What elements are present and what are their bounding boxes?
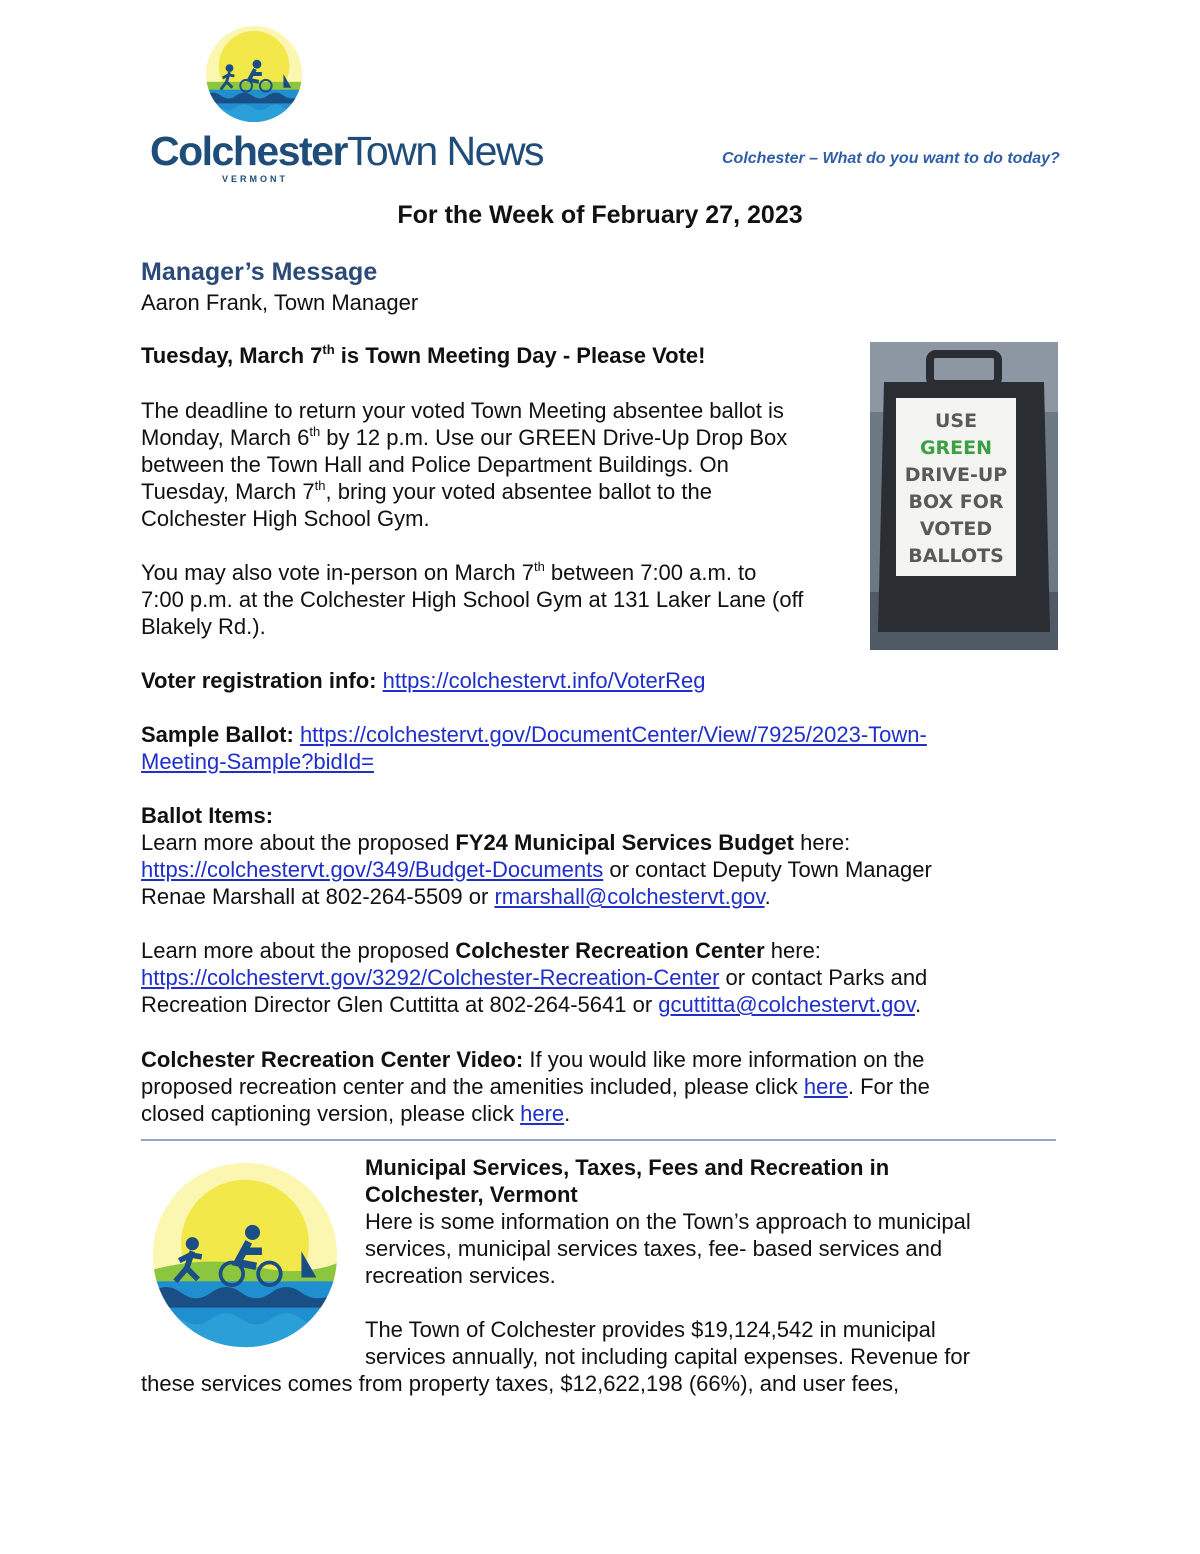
text: Recreation Director Glen Cuttitta at 802-264-5641 or	[141, 992, 659, 1017]
masthead-light: Town News	[346, 128, 544, 174]
text: or contact Deputy Town Manager	[603, 857, 932, 882]
paragraph-line	[141, 1100, 570, 1127]
text: here:	[764, 938, 821, 963]
rmarshall-email-link[interactable]: rmarshall@colchestervt.gov	[494, 884, 765, 909]
manager-byline: Aaron Frank, Town Manager	[141, 290, 419, 315]
municipal-heading: Municipal Services, Taxes, Fees and Recreation in	[365, 1155, 890, 1180]
recreation-center-link[interactable]: https://colchestervt.gov/3292/Colchester-Recreation-Center	[141, 965, 720, 990]
sign-line: DRIVE-UP	[904, 464, 1008, 486]
text: Renae Marshall at 802-264-5509 or	[141, 884, 495, 909]
town-logo-large	[151, 1160, 339, 1350]
paragraph-line	[141, 964, 927, 991]
section-divider	[141, 1139, 1056, 1141]
text: If you would like more information on the	[523, 1047, 925, 1072]
managers-message-heading: Manager’s Message	[141, 258, 378, 286]
text: closed captioning version, please click	[141, 1101, 521, 1126]
paragraph-line: between the Town Hall and Police Department Buildings. On	[141, 452, 729, 477]
paragraph-line: Colchester High School Gym.	[141, 506, 430, 531]
text: . For the	[847, 1074, 930, 1099]
sample-ballot-label: Sample Ballot:	[141, 722, 294, 747]
text: You may also vote in-person on March 7	[141, 560, 534, 585]
paragraph-line: these services comes from property taxes, $12,622,198 (66%), and user fees,	[141, 1371, 900, 1396]
masthead-state: VERMONT	[222, 174, 288, 184]
text: proposed recreation center and the amenities included, please click	[141, 1074, 804, 1099]
sign-line: BALLOTS	[908, 545, 1004, 567]
paragraph-line	[141, 424, 787, 451]
heading-text: is Town Meeting Day - Please Vote!	[334, 343, 706, 368]
paragraph-line: The deadline to return your voted Town Meeting absentee ballot is	[141, 398, 784, 423]
gcuttitta-email-link[interactable]: gcuttitta@colchestervt.gov	[658, 992, 915, 1017]
paragraph-line	[141, 559, 756, 586]
text: , bring your voted absentee ballot to the	[325, 479, 712, 504]
text: here:	[794, 830, 851, 855]
paragraph-line: recreation services.	[365, 1263, 556, 1288]
paragraph-line	[141, 991, 921, 1018]
sign-line: VOTED	[919, 518, 993, 540]
voter-registration-link[interactable]: https://colchestervt.info/VoterReg	[382, 668, 706, 693]
rec-video-captioned-link[interactable]: here	[520, 1101, 565, 1126]
text: .	[764, 884, 771, 909]
paragraph-line	[141, 883, 771, 910]
superscript: th	[533, 558, 545, 574]
town-logo	[205, 25, 303, 123]
voter-registration-label: Voter registration info:	[141, 668, 377, 693]
voter-registration-line	[141, 667, 705, 694]
text: Tuesday, March 7	[141, 479, 315, 504]
paragraph-line: services, municipal services taxes, fee- based services and	[365, 1236, 943, 1261]
paragraph-line: 7:00 p.m. at the Colchester High School Gym at 131 Laker Lane (off	[141, 587, 804, 612]
text: Learn more about the proposed	[141, 830, 456, 855]
paragraph-line: Blakely Rd.).	[141, 614, 266, 639]
sign-line: GREEN	[919, 437, 993, 459]
sample-ballot-link[interactable]: https://colchestervt.gov/DocumentCenter/View/7925/2023-Town-	[299, 722, 927, 747]
week-title: For the Week of February 27, 2023	[397, 201, 803, 229]
sample-ballot-link-cont[interactable]: Meeting-Sample?bidId=	[141, 749, 374, 774]
superscript: th	[309, 423, 321, 439]
text-bold: FY24 Municipal Services Budget	[455, 830, 794, 855]
masthead-bold: Colchester	[150, 128, 347, 174]
text: Monday, March 6	[141, 425, 310, 450]
sample-ballot-line	[141, 748, 374, 775]
paragraph-line: The Town of Colchester provides $19,124,542 in municipal	[365, 1317, 936, 1342]
text: or contact Parks and	[719, 965, 928, 990]
text: .	[915, 992, 922, 1017]
paragraph-line	[141, 937, 821, 964]
paragraph-line: Here is some information on the Town’s approach to municipal	[365, 1209, 971, 1234]
sign-line: BOX FOR	[908, 491, 1004, 513]
paragraph-line	[141, 1046, 924, 1073]
paragraph-line	[141, 478, 712, 505]
rec-video-label: Colchester Recreation Center Video:	[141, 1047, 524, 1072]
superscript: th	[314, 477, 326, 493]
paragraph-line	[141, 829, 850, 856]
tagline: Colchester – What do you want to do today?	[722, 150, 1060, 167]
sign-line: USE	[934, 410, 978, 432]
paragraph-line	[141, 1073, 930, 1100]
masthead-title	[150, 128, 543, 175]
text: .	[564, 1101, 571, 1126]
text-bold: Colchester Recreation Center	[455, 938, 765, 963]
municipal-heading-cont: Colchester, Vermont	[365, 1182, 578, 1207]
ballot-sign-photo	[870, 342, 1058, 650]
paragraph-line: services annually, not including capital expenses. Revenue for	[365, 1344, 970, 1369]
heading-text: Tuesday, March 7	[141, 343, 323, 368]
town-meeting-heading	[141, 342, 705, 369]
paragraph-line	[141, 856, 932, 883]
ballot-items-heading: Ballot Items:	[141, 803, 274, 828]
budget-documents-link[interactable]: https://colchestervt.gov/349/Budget-Documents	[141, 857, 604, 882]
text: Learn more about the proposed	[141, 938, 456, 963]
text: between 7:00 a.m. to	[544, 560, 757, 585]
text: by 12 p.m. Use our GREEN Drive-Up Drop Box	[320, 425, 788, 450]
superscript: th	[322, 341, 335, 357]
rec-video-link[interactable]: here	[803, 1074, 848, 1099]
sample-ballot-line	[141, 721, 927, 748]
